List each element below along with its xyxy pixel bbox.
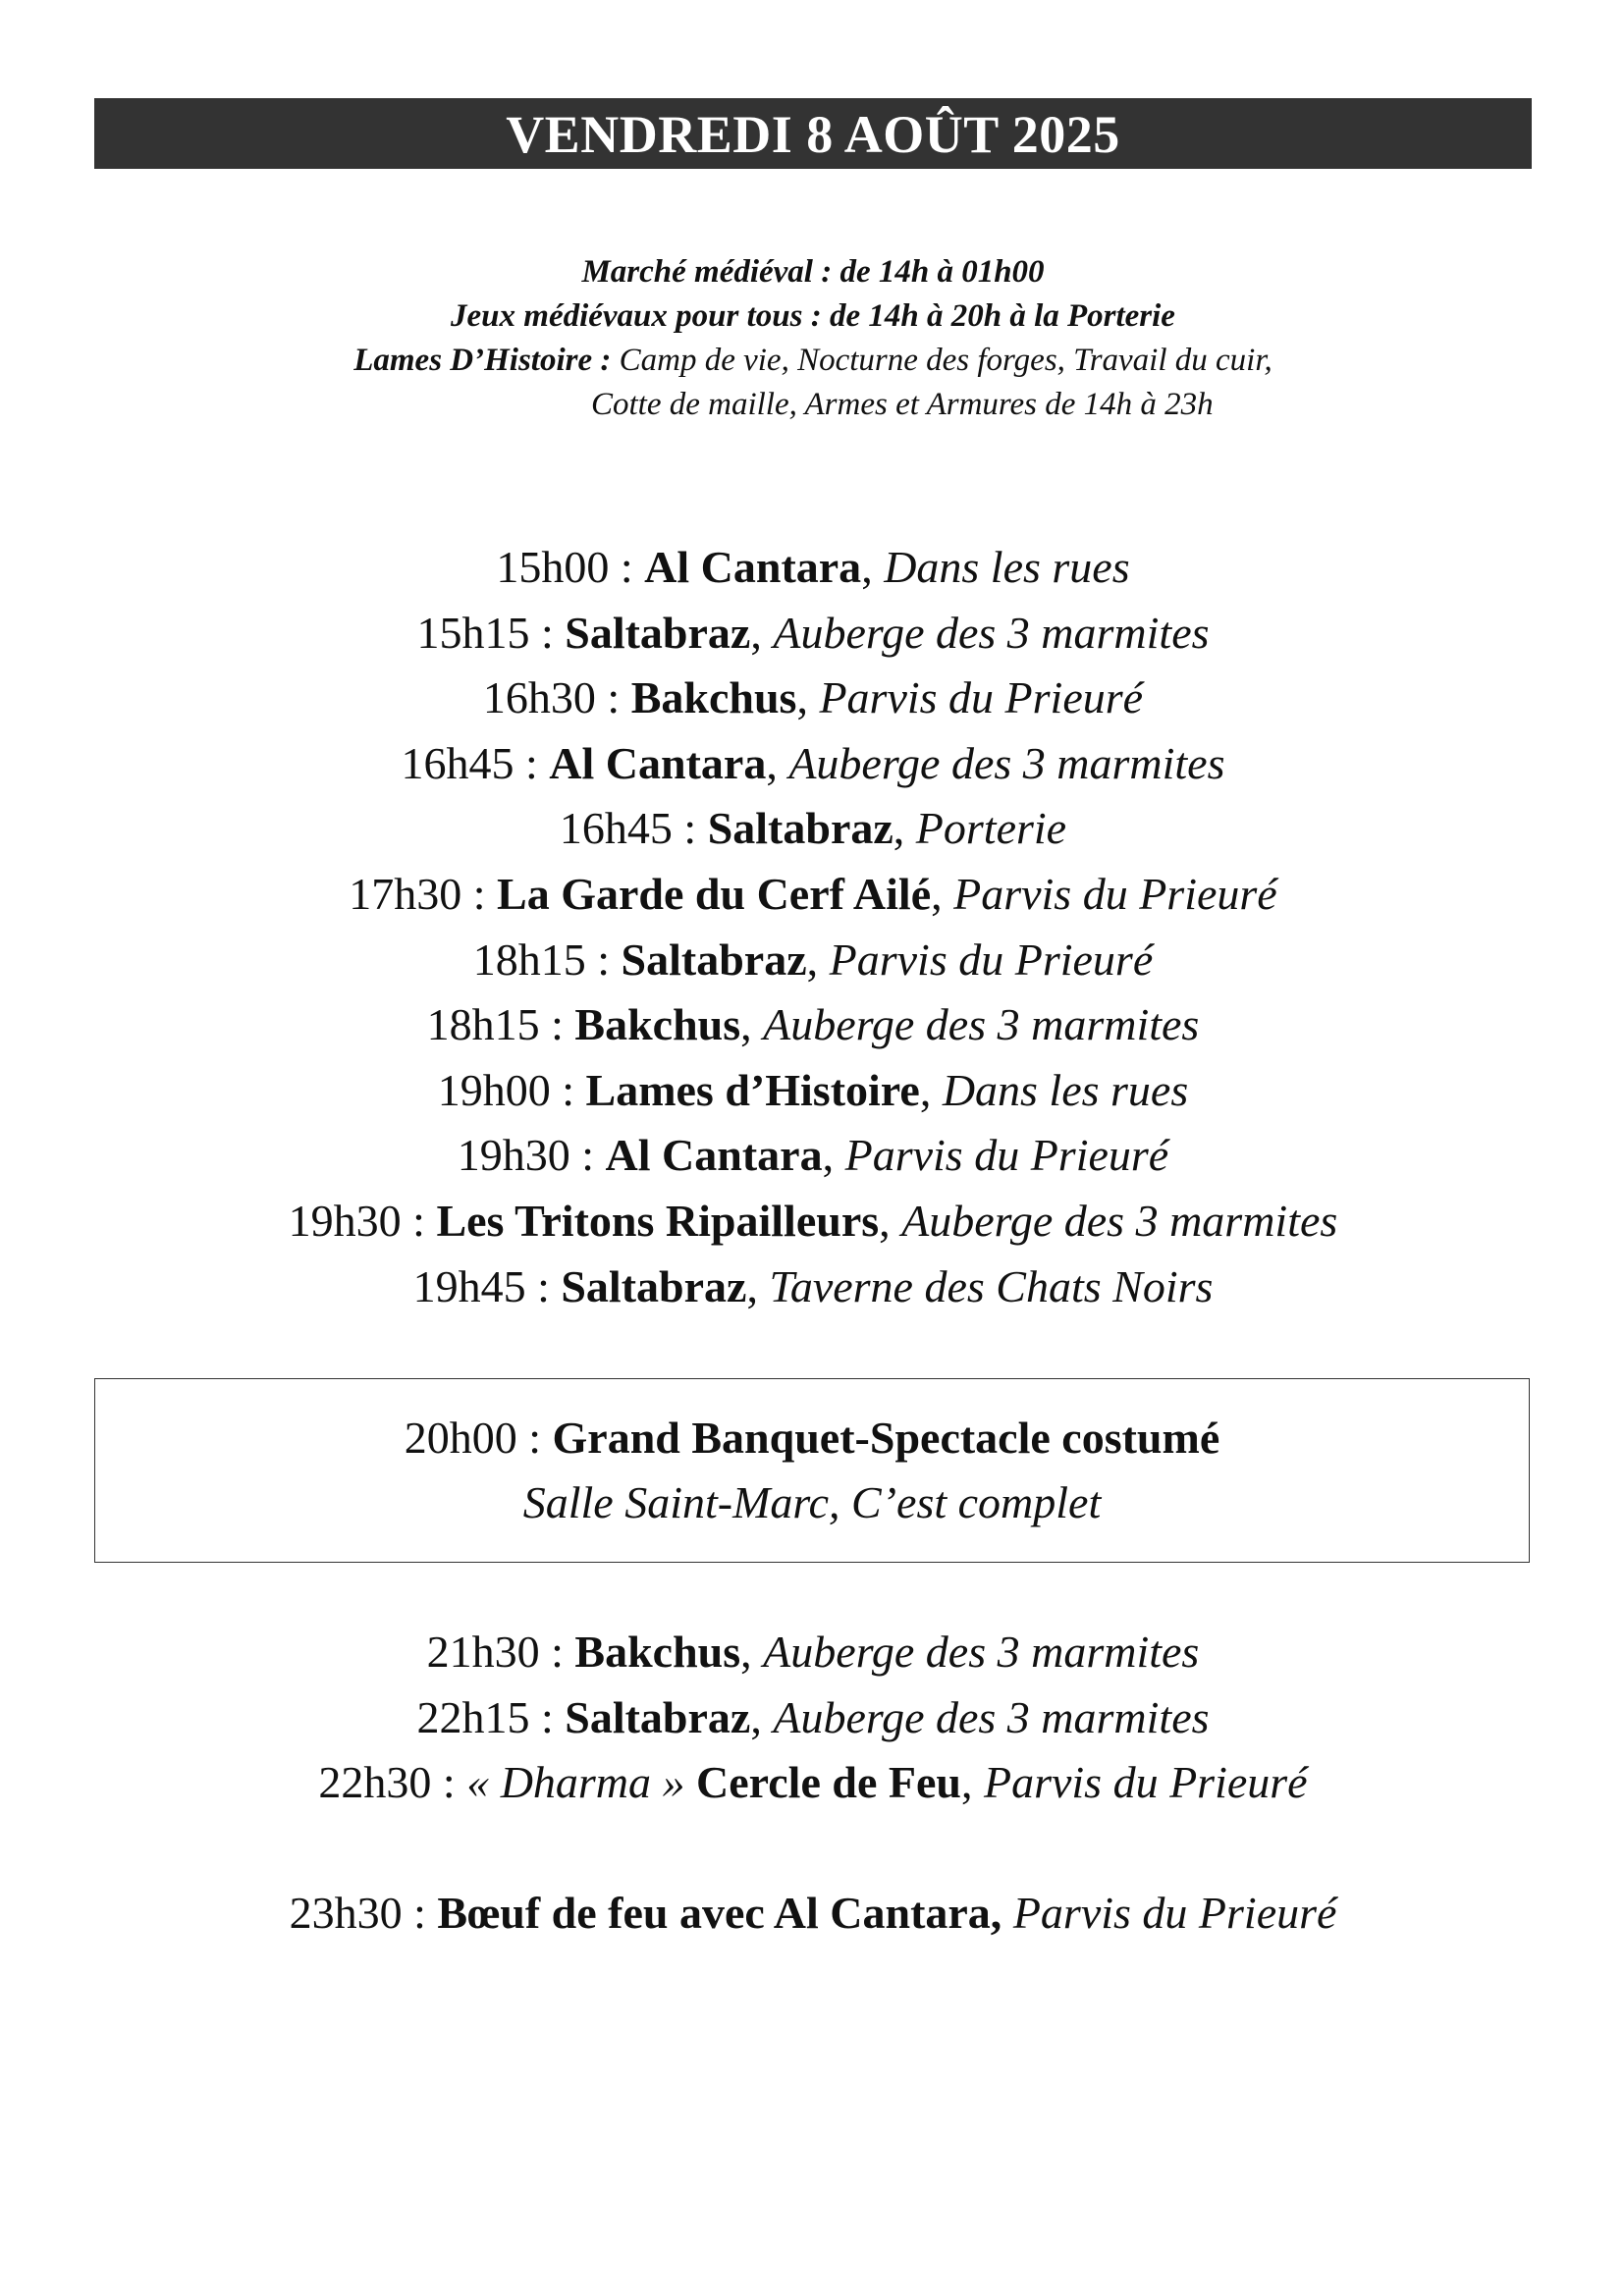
schedule-row: 22h15 : Saltabraz, Auberge des 3 marmites [416, 1691, 1210, 1742]
schedule-row: 17h30 : La Garde du Cerf Ailé, Parvis du Prieuré [349, 868, 1277, 919]
intro-block [94, 250, 1532, 427]
finale-row: 23h30 : Bœuf de feu avec Al Cantara, Parvis du Prieuré [289, 1888, 1337, 1939]
spacer [94, 1816, 1532, 1882]
banquet-title: 20h00 : Grand Banquet-Spectacle costumé [404, 1413, 1220, 1463]
marche-line: Marché médiéval : de 14h à 01h00 [581, 254, 1045, 290]
banquet-subtitle: Salle Saint-Marc, C’est complet [522, 1477, 1102, 1527]
page-title: VENDREDI 8 AOÛT 2025 [94, 98, 1532, 169]
afternoon-schedule [94, 535, 1532, 1319]
lames-line-2: Cotte de maille, Armes et Armures de 14h à 23h [591, 387, 1214, 422]
schedule-row: 15h00 : Al Cantara, Dans les rues [496, 542, 1130, 592]
schedule-row: 22h30 : « Dharma » Cercle de Feu, Parvis du Prieuré [318, 1757, 1308, 1808]
schedule-row: 18h15 : Saltabraz, Parvis du Prieuré [472, 934, 1154, 985]
lames-line: Lames D’Histoire : Camp de vie, Nocturne des forges, Travail du cuir, [353, 343, 1272, 378]
schedule-row: 19h30 : Les Tritons Ripailleurs, Auberge des 3 marmites [288, 1195, 1338, 1246]
schedule-row: 15h15 : Saltabraz, Auberge des 3 marmites [416, 607, 1210, 658]
jeux-line: Jeux médiévaux pour tous : de 14h à 20h à la Porterie [451, 298, 1175, 334]
schedule-row: 18h15 : Bakchus, Auberge des 3 marmites [426, 999, 1200, 1050]
schedule-row: 16h30 : Bakchus, Parvis du Prieuré [482, 672, 1144, 723]
schedule-row: 19h45 : Saltabraz, Taverne des Chats Noirs [412, 1260, 1214, 1311]
banquet-box [94, 1378, 1530, 1563]
schedule-row: 19h00 : Lames d’Histoire, Dans les rues [437, 1064, 1189, 1115]
schedule-row: 16h45 : Saltabraz, Porterie [559, 803, 1067, 854]
schedule-row: 16h45 : Al Cantara, Auberge des 3 marmites [401, 737, 1225, 788]
evening-schedule [94, 1620, 1532, 1947]
schedule-row: 21h30 : Bakchus, Auberge des 3 marmites [426, 1627, 1200, 1677]
schedule-row: 19h30 : Al Cantara, Parvis du Prieuré [457, 1130, 1169, 1181]
